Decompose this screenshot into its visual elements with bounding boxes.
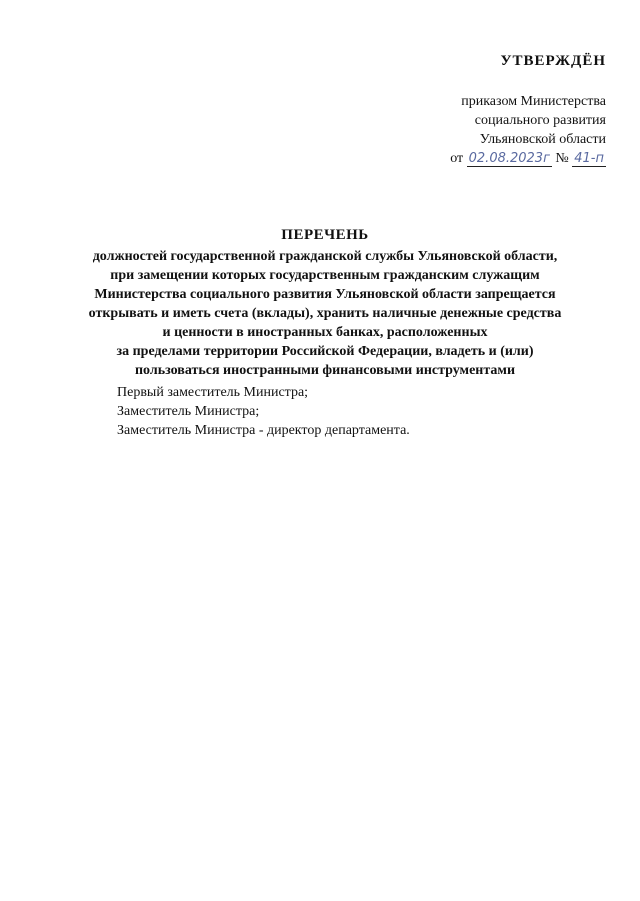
approval-title: УТВЕРЖДЁН (500, 53, 606, 69)
positions-list (117, 383, 577, 440)
approval-line-3: Ульяновской области (479, 132, 606, 147)
heading-title: ПЕРЕЧЕНЬ (281, 227, 369, 243)
approval-stamp (346, 52, 606, 168)
approval-date-number (346, 149, 606, 168)
number-prefix: № (555, 151, 569, 166)
heading-line: должностей государственной гражданской службы Ульяновской области, (92, 249, 558, 264)
position-item: Первый заместитель Министра; (117, 385, 309, 400)
handwritten-number: 41-п (574, 151, 604, 166)
heading-line: Министерства социального развития Ульяновской области запрещается (94, 287, 556, 302)
heading-line: за пределами территории Российской Федерации, владеть и (или) (116, 344, 534, 359)
document-heading (60, 226, 590, 380)
heading-line: и ценности в иностранных банках, расположенных (162, 325, 488, 340)
heading-line: открывать и иметь счета (вклады), хранить наличные денежные средства (88, 306, 562, 321)
date-prefix: от (450, 151, 464, 166)
handwritten-date: 02.08.2023г (468, 151, 550, 166)
heading-line: при замещении которых государственным гражданским служащим (110, 268, 540, 283)
position-item: Заместитель Министра - директор департамента. (117, 423, 410, 438)
approval-line-2: социального развития (474, 113, 606, 128)
position-item: Заместитель Министра; (117, 404, 260, 419)
approval-line-1: приказом Министерства (461, 94, 606, 109)
heading-line: пользоваться иностранными финансовыми инструментами (134, 363, 516, 378)
